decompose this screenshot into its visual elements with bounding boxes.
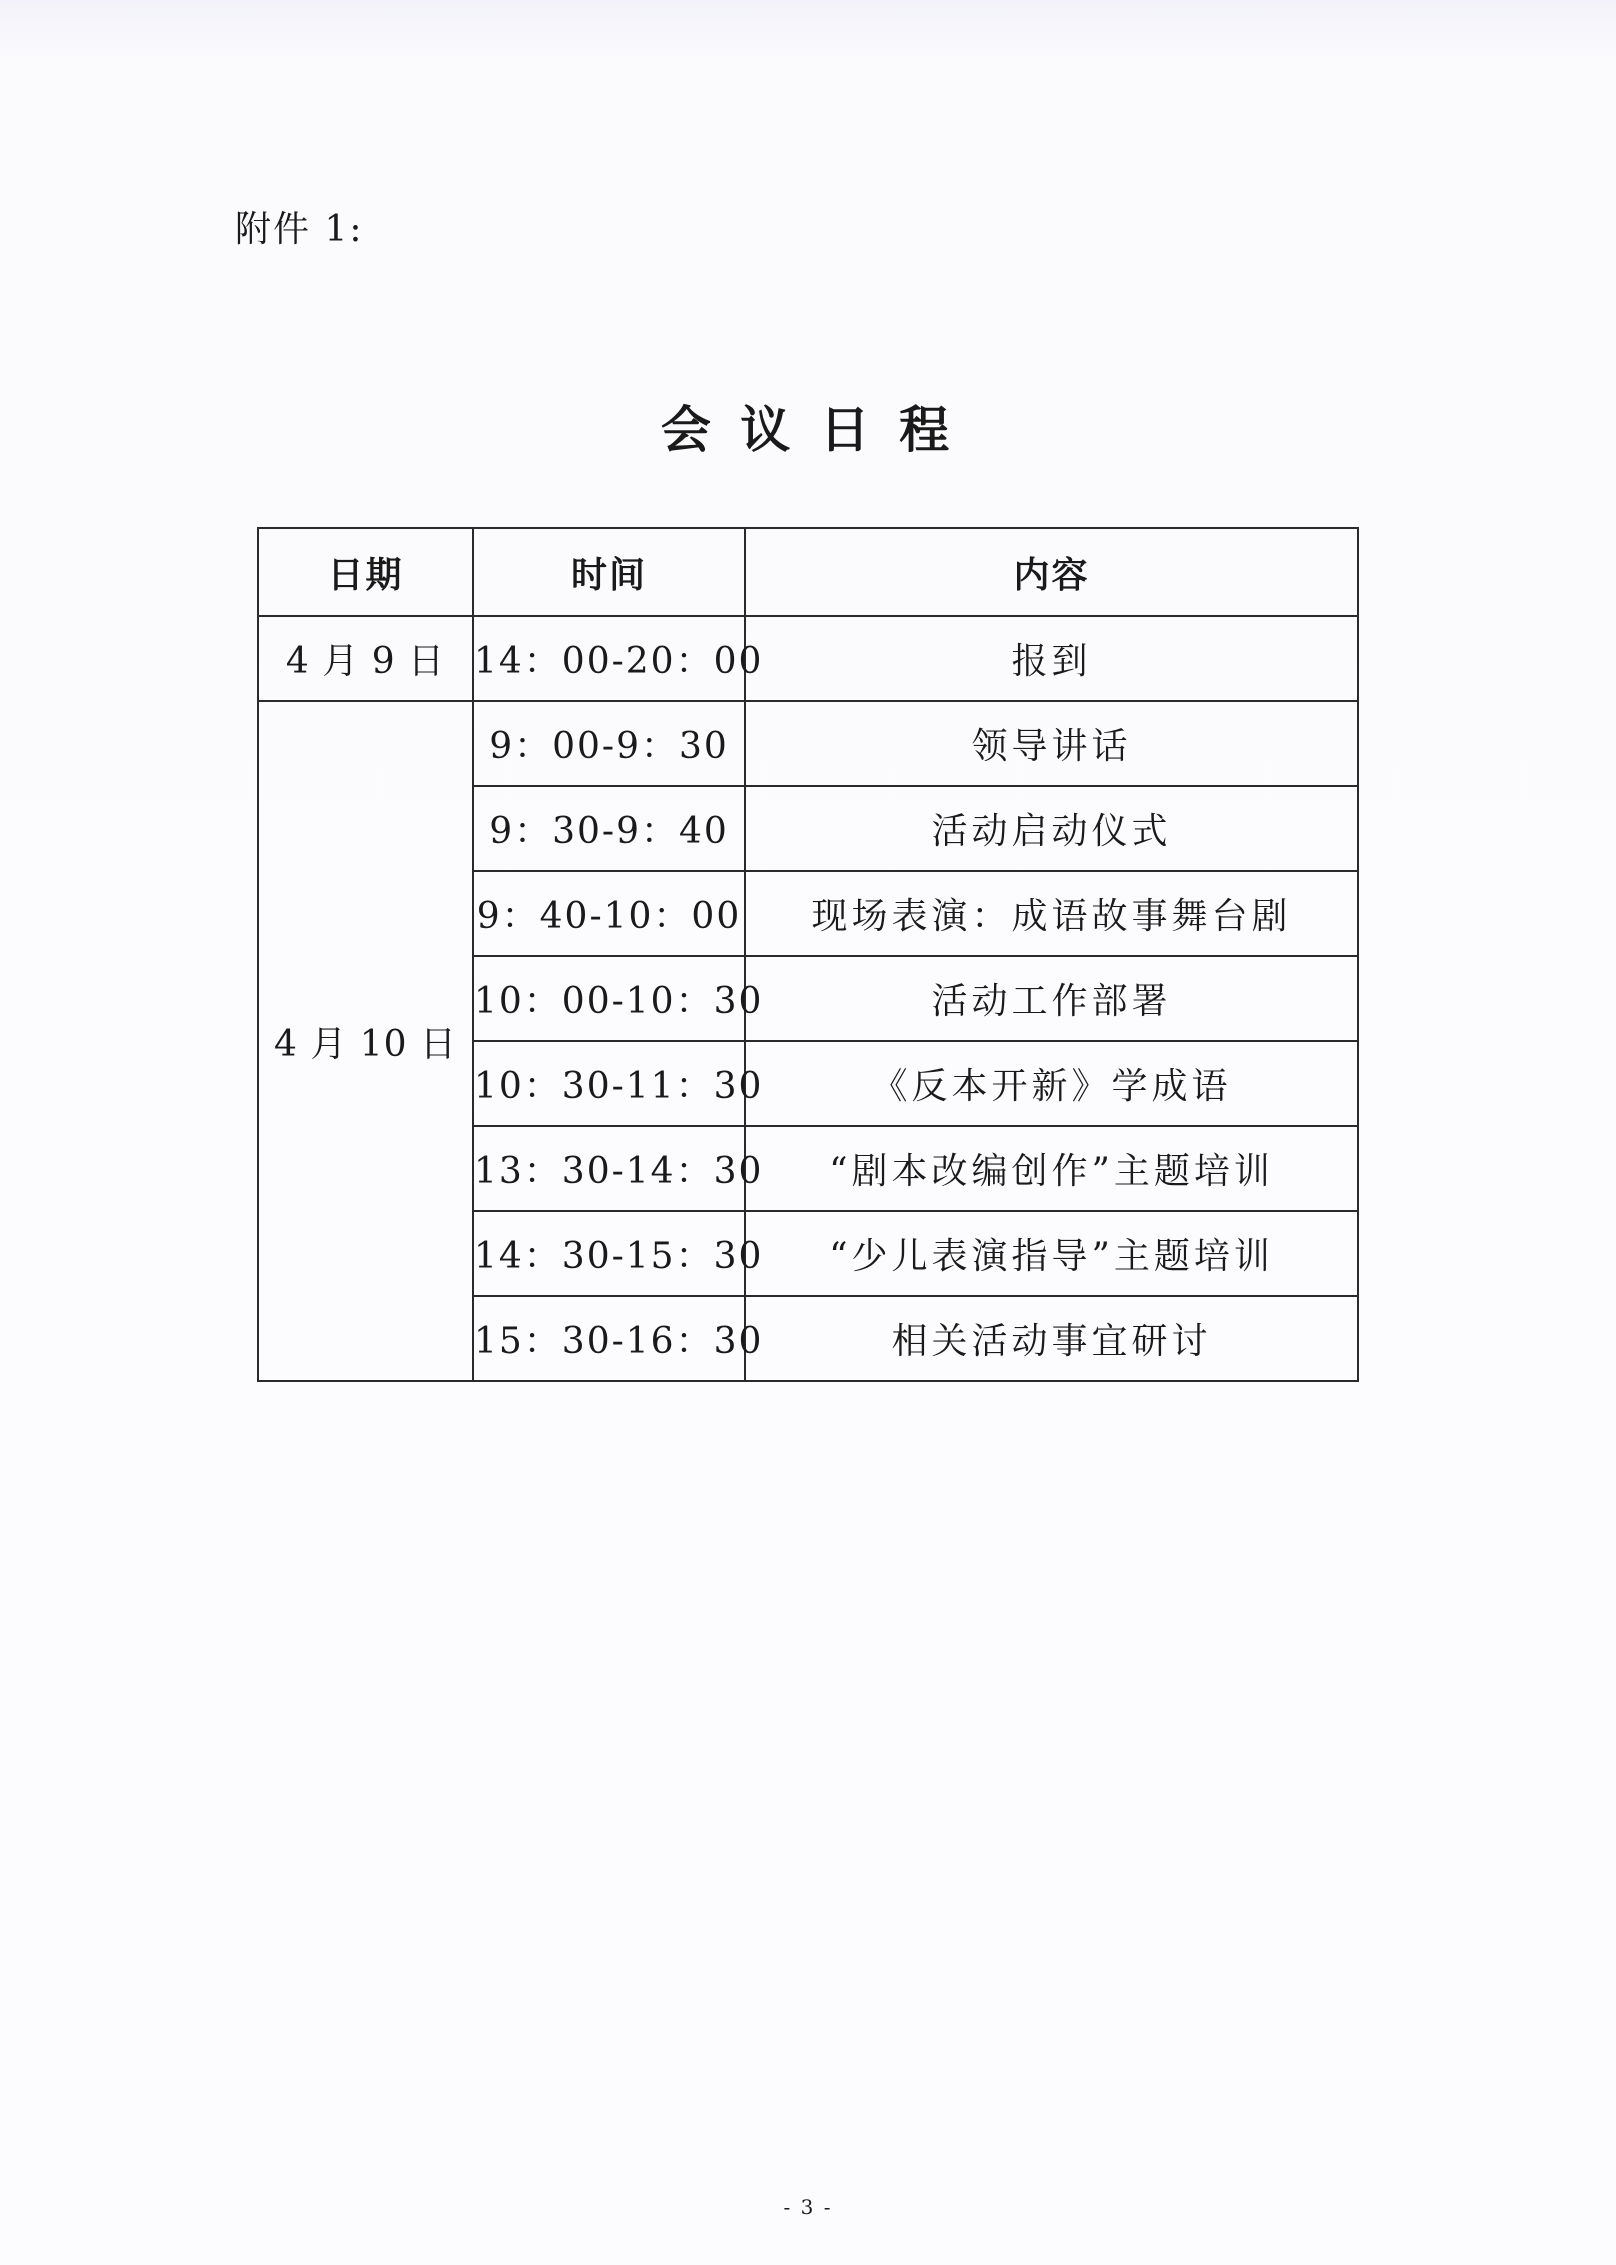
content-cell: 《反本开新》学成语 [745, 1041, 1358, 1126]
content-cell: 现场表演：成语故事舞台剧 [745, 871, 1358, 956]
time-cell: 10：30-11：30 [473, 1041, 745, 1126]
time-cell: 13：30-14：30 [473, 1126, 745, 1211]
content-cell: 活动工作部署 [745, 956, 1358, 1041]
date-cell: 4 月 9 日 [258, 616, 473, 701]
table-row [258, 616, 1358, 701]
time-cell: 9：30-9：40 [473, 786, 745, 871]
time-cell: 10：00-10：30 [473, 956, 745, 1041]
document-title: 会 议 日 程 [660, 400, 956, 459]
content-cell: 报到 [745, 616, 1358, 701]
header-content: 内容 [745, 528, 1358, 616]
time-cell: 14：30-15：30 [473, 1211, 745, 1296]
content-cell: 领导讲话 [745, 701, 1358, 786]
schedule-table [257, 527, 1359, 1382]
content-cell: 活动启动仪式 [745, 786, 1358, 871]
header-date: 日期 [258, 528, 473, 616]
date-cell: 4 月 10 日 [258, 701, 473, 1381]
table-row [258, 701, 1358, 786]
content-cell: “剧本改编创作”主题培训 [745, 1126, 1358, 1211]
content-cell: “少儿表演指导”主题培训 [745, 1211, 1358, 1296]
time-cell: 15：30-16：30 [473, 1296, 745, 1381]
content-cell: 相关活动事宜研讨 [745, 1296, 1358, 1381]
header-time: 时间 [473, 528, 745, 616]
attachment-label: 附件 1: [235, 209, 364, 250]
time-cell: 9：00-9：30 [473, 701, 745, 786]
time-cell: 14：00-20：00 [473, 616, 745, 701]
page-number: - 3 - [783, 2195, 833, 2219]
time-cell: 9：40-10：00 [473, 871, 745, 956]
table-header-row [258, 528, 1358, 616]
